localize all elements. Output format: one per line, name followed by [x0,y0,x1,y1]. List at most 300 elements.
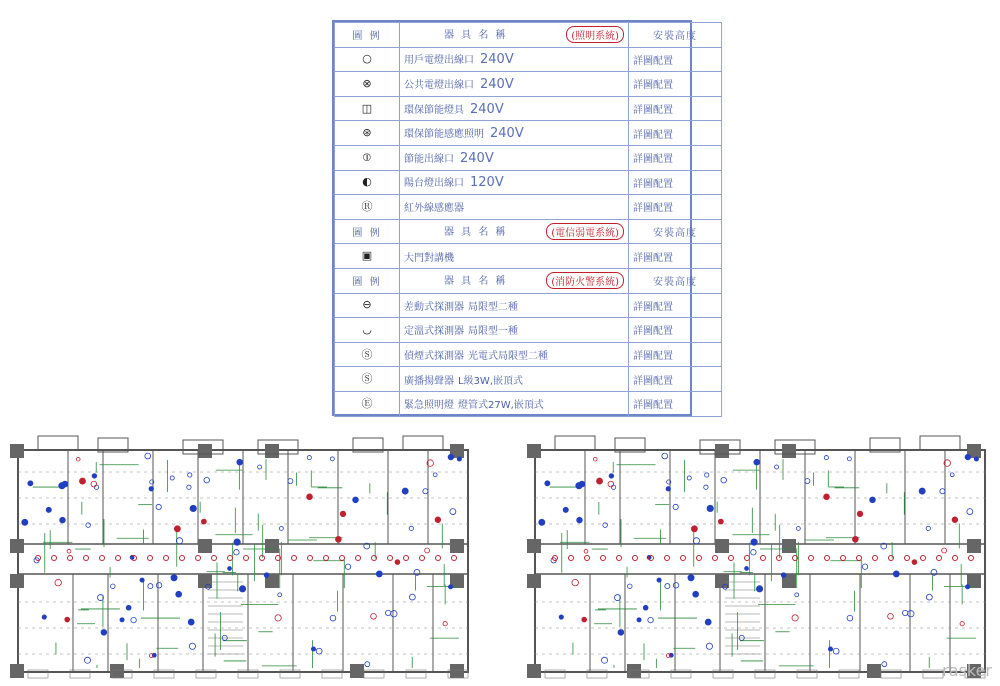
fixture-symbol [601,657,607,663]
fixture-symbol [704,485,708,489]
structural-column [450,539,464,553]
filled-circle-x-icon: ⊛ [362,126,372,140]
structural-column [265,444,279,458]
legend-symbol-cell [335,293,400,318]
install-height-cell: 詳圖配置 [629,145,722,170]
fixture-symbol [666,487,670,491]
balcony [38,436,78,450]
corridor-fixture [308,556,313,561]
structural-column [10,574,24,588]
fixture-symbol [278,593,282,597]
structural-column [198,574,212,588]
corridor-fixture [857,556,862,561]
fixture-symbol [847,615,853,621]
fixture-symbol [316,648,322,654]
install-height-cell: 詳圖配置 [629,391,722,416]
fixture-name: 公共電燈出線口 [404,79,474,91]
fixture-name: 差動式探測器 [404,301,464,313]
fixture-symbol [609,474,614,479]
fixture-name: 紅外線感應器 [404,203,464,215]
structural-column [715,539,729,553]
fixture-symbol [279,527,283,531]
legend-symbol-cell [335,72,400,97]
legend-name-cell [400,121,629,146]
fixture-symbol [376,571,382,577]
fixture-symbol [593,457,597,461]
fixture-symbol [92,474,97,479]
fixture-spec: 局限型一種 [468,326,518,338]
corridor-fixture [180,556,185,561]
fixture-symbol [974,457,978,461]
legend-col-name [400,268,629,293]
legend-row [335,342,722,367]
fixture-symbol [745,567,749,571]
fixture-symbol [673,583,678,588]
fixture-name: 環保節能感應照明 [404,129,484,141]
legend-symbol-cell [335,170,400,195]
system-label: (電信弱電系統) [546,223,624,240]
fixture-symbol [691,526,697,532]
legend-name-cell [400,342,629,367]
fixture-symbol [409,526,413,530]
structural-column [10,664,24,678]
fixture-symbol [448,585,452,589]
fixture-voltage: 240V [480,76,514,92]
fixture-symbol [435,517,441,523]
fixture-symbol [140,578,144,582]
legend-symbol-cell [335,47,400,72]
fixture-symbol [577,517,583,523]
fixture-symbol [648,617,653,622]
fixture-symbol [345,564,350,569]
fixture-symbol [908,611,914,617]
fixture-symbol [42,615,46,619]
fixture-symbol [584,549,588,553]
corridor-fixture [324,556,329,561]
legend-row [335,195,722,220]
differential-detector-icon: ⊖ [362,298,372,312]
fixture-symbol [805,479,810,484]
fixture-symbol [409,594,415,600]
fixture-symbol [170,476,174,480]
fixture-symbol [662,453,668,459]
structural-column [527,539,541,553]
corridor-fixture [745,556,750,561]
corridor-fixture [825,556,830,561]
legend-name-cell [400,293,629,318]
fixture-symbol [62,481,68,487]
corridor-fixture [761,556,766,561]
legend-name-cell [400,318,629,343]
fixture-symbol [665,584,670,589]
fixture-symbol [792,615,798,621]
legend-symbol-cell [335,244,400,269]
legend-row [335,367,722,392]
legend-name-cell [400,72,629,97]
install-height-cell: 詳圖配置 [629,195,722,220]
corridor-fixture [953,556,958,561]
fixture-symbol [330,615,336,621]
fixture-symbol [156,583,161,588]
fixture-symbol [751,539,757,545]
fixture-symbol [228,567,232,571]
circle-x-icon: ⊗ [362,76,372,90]
fixture-symbol [201,519,206,524]
fixture-symbol [559,615,563,619]
fixture-symbol [171,575,177,581]
structural-column [527,574,541,588]
fixture-symbol [288,479,293,484]
corridor-fixture [729,556,734,561]
fixture-symbol [824,456,828,460]
legend-row [335,391,722,416]
fixture-symbol [940,489,945,494]
install-height-cell: 詳圖配置 [629,367,722,392]
fixture-name: 節能出線口 [404,153,454,165]
fixture-symbol [852,536,858,542]
structural-column [782,444,796,458]
fixture-symbol [365,662,370,667]
fixture-symbol [131,617,136,622]
corridor-fixture [404,556,409,561]
fixture-symbol [775,465,779,469]
legend-col-name [400,23,629,48]
floor-plan-right [525,432,995,682]
corridor-fixture [969,556,974,561]
legend-symbol-cell [335,318,400,343]
legend-row [335,293,722,318]
corridor-fixture [372,556,377,561]
fixture-symbol [264,573,269,578]
balcony [920,436,960,450]
fixture-spec: L級3W,嵌頂式 [458,375,523,387]
legend-symbol-cell [335,367,400,392]
fixture-symbol [111,584,116,589]
corridor-fixture [196,556,201,561]
square-diagonal-icon: ◫ [361,101,373,115]
fixture-name: 廣播揚聲器 [404,375,454,387]
fixture-voltage: 240V [480,52,514,68]
fixture-symbol [187,485,191,489]
fixture-symbol [833,648,839,654]
fixture-symbol [952,517,958,523]
corridor-fixture [420,556,425,561]
corridor-fixture [921,556,926,561]
legend-col-height: 安裝高度 [629,219,722,244]
fixture-symbol [402,488,408,494]
system-label: (消防火警系統) [546,272,624,289]
fixture-symbol [657,578,661,582]
legend-row [335,170,722,195]
fixture-symbol [176,591,182,597]
fixture-symbol [721,477,727,483]
structural-column [10,539,24,553]
door-phone-icon: ▣ [361,249,373,263]
fixture-symbol [188,473,192,477]
fixed-temp-detector-icon: ◡ [362,322,372,336]
fixture-symbol [65,617,70,622]
fixture-symbol [902,610,907,615]
structural-column [967,539,981,553]
fixture-symbol [395,560,400,565]
structural-column [782,539,796,553]
corridor [535,544,985,574]
legend-row [335,72,722,97]
legend-col-name-label: 器 具 名 稱 [444,227,508,239]
structural-column [867,664,881,678]
corridor-fixture [585,556,590,561]
fixture-symbol [919,488,925,494]
fixture-symbol [433,473,437,477]
corridor-fixture [889,556,894,561]
fixture-symbol [756,586,762,592]
fixture-symbol [545,481,550,486]
fixture-symbol [148,584,153,589]
fixture-name: 偵煙式探測器 [404,351,464,363]
fixture-voltage: 240V [460,150,494,166]
fixture-name: 用戶電燈出線口 [404,55,474,67]
fixture-symbol [882,662,887,667]
fixture-symbol [101,629,107,635]
fixture-symbol [870,497,876,503]
fixture-symbol [190,505,196,511]
legend-row [335,145,722,170]
fixture-symbol [693,538,699,544]
fixture-symbol [893,571,899,577]
fixture-symbol [307,494,313,500]
fixture-symbol [385,610,390,615]
fixture-symbol [258,465,262,469]
fixture-symbol [824,494,830,500]
fixture-symbol [965,454,971,460]
legend-name-cell [400,391,629,416]
fixture-symbol [311,647,315,651]
fixture-voltage: 240V [490,126,524,142]
fixture-symbol [618,629,624,635]
emergency-light-icon: Ⓔ [361,396,373,410]
circle-outlet-icon: ○ [362,52,372,66]
fixture-symbol [688,575,694,581]
fixture-symbol [965,585,969,589]
fixture-symbol [596,478,602,484]
fixture-symbol [450,509,456,515]
legend-header-row [335,219,722,244]
system-label: (照明系統) [566,26,624,43]
fixture-symbol [86,523,91,528]
fixture-symbol [423,489,428,494]
fixture-symbol [237,459,243,465]
legend-row [335,96,722,121]
install-height-cell: 詳圖配置 [629,244,722,269]
fixture-symbol [204,477,210,483]
legend-name-cell [400,170,629,195]
corridor-fixture [569,556,574,561]
corridor-fixture [228,556,233,561]
fixture-symbol [862,564,867,569]
corridor-fixture [340,556,345,561]
fixture-symbol [239,586,245,592]
corridor-fixture [436,556,441,561]
fixture-symbol [705,619,711,625]
fixture-name: 環保節能燈具 [404,104,464,116]
fixture-spec: 局限型二種 [468,301,518,313]
corridor-fixture [68,556,73,561]
fixture-symbol [330,457,334,461]
structural-column [527,444,541,458]
fixture-symbol [189,643,195,649]
fixture-symbol [781,573,786,578]
legend-name-cell [400,367,629,392]
corridor-fixture [260,556,265,561]
fixture-symbol [693,591,699,597]
legend-header-row [335,268,722,293]
fixture-voltage: 120V [470,175,504,191]
corridor-fixture [841,556,846,561]
legend-col-name-label: 器 具 名 稱 [444,30,508,42]
fixture-symbol [563,507,568,512]
install-height-cell: 詳圖配置 [629,170,722,195]
balcony [555,436,595,450]
legend-name-cell [400,195,629,220]
fixture-symbol [67,549,71,553]
install-height-cell: 詳圖配置 [629,72,722,97]
fixture-symbol [539,519,545,525]
fixture-symbol [857,511,863,517]
install-height-cell: 詳圖配置 [629,96,722,121]
fixture-symbol [149,487,153,491]
fixture-symbol [628,584,633,589]
fixture-symbol [912,560,917,565]
structural-column [198,539,212,553]
legend-row [335,121,722,146]
fixture-symbol [55,579,61,585]
corridor-fixture [212,556,217,561]
fixture-symbol [91,481,97,487]
corridor [18,544,468,574]
fixture-symbol [967,509,973,515]
speaker-icon: Ⓢ [361,372,373,386]
fixture-symbol [425,548,430,553]
fixture-symbol [572,579,578,585]
corridor-fixture [244,556,249,561]
fixture-symbol [353,497,359,503]
floor-plan-left [8,432,478,682]
legend-col-height: 安裝高度 [629,23,722,48]
fixture-name: 大門對講機 [404,252,454,264]
fixture-symbol [687,476,691,480]
fixture-symbol [751,550,756,555]
legend-col-height: 安裝高度 [629,268,722,293]
legend-col-symbol: 圖 例 [335,23,400,48]
legend-name-cell [400,145,629,170]
legend-row [335,47,722,72]
legend-table [332,20,697,416]
fixture-symbol [643,605,648,610]
corridor-fixture [937,556,942,561]
circle-r-icon: Ⓡ [361,199,373,213]
legend-row [335,244,722,269]
fixture-symbol [120,618,124,622]
fixture-symbol [79,478,85,484]
install-height-cell: 詳圖配置 [629,293,722,318]
fixture-symbol [707,505,713,511]
legend-name-cell [400,96,629,121]
fixture-symbol [340,511,346,517]
structural-column [265,539,279,553]
fixture-symbol [457,457,461,461]
fixture-symbol [443,622,447,626]
corridor-fixture [388,556,393,561]
corridor-fixture [777,556,782,561]
fixture-symbol [176,538,182,544]
fixture-symbol [950,473,954,477]
corridor-fixture [681,556,686,561]
fixture-symbol [706,643,712,649]
structural-column [715,574,729,588]
fixture-name: 陽台燈出線口 [404,178,464,190]
corridor-fixture [665,556,670,561]
corridor-fixture [356,556,361,561]
legend-symbol-cell [335,96,400,121]
fixture-symbol [391,611,397,617]
fixture-symbol [828,647,832,651]
watermark-text: rasker [942,661,992,680]
fixture-symbol [28,481,33,486]
legend-col-symbol: 圖 例 [335,219,400,244]
fixture-symbol [603,523,608,528]
structural-column [198,444,212,458]
fixture-name: 定溫式探測器 [404,326,464,338]
fixture-symbol [926,526,930,530]
fixture-voltage: 240V [470,101,504,117]
balcony [403,436,443,450]
install-height-cell: 詳圖配置 [629,121,722,146]
fixture-symbol [234,550,239,555]
fixture-symbol [371,613,377,619]
corridor-fixture [809,556,814,561]
fixture-symbol [174,526,180,532]
legend-symbol-cell [335,391,400,416]
fixture-symbol [145,453,151,459]
structural-column [10,444,24,458]
corridor-fixture [905,556,910,561]
structural-column [350,664,364,678]
fixture-symbol [718,519,723,524]
fixture-symbol [307,456,311,460]
install-height-cell: 詳圖配置 [629,318,722,343]
corridor-fixture [697,556,702,561]
install-height-cell: 詳圖配置 [629,47,722,72]
fixture-symbol [795,593,799,597]
structural-column [450,664,464,678]
legend-row [335,318,722,343]
half-filled-circle-icon: ◐ [362,175,372,189]
legend-name-cell [400,244,629,269]
fixture-symbol [448,454,454,460]
legend-col-name [400,219,629,244]
fixture-symbol [76,457,80,461]
legend-col-name-label: 器 具 名 稱 [444,276,508,288]
fixture-symbol [637,618,641,622]
circle-bar-icon: ⦶ [363,150,371,164]
corridor-fixture [633,556,638,561]
fixture-symbol [582,617,587,622]
structural-column [715,444,729,458]
legend-name-cell [400,47,629,72]
corridor-fixture [100,556,105,561]
legend-symbol-cell [335,121,400,146]
fixture-name: 緊急照明燈 [404,400,454,412]
